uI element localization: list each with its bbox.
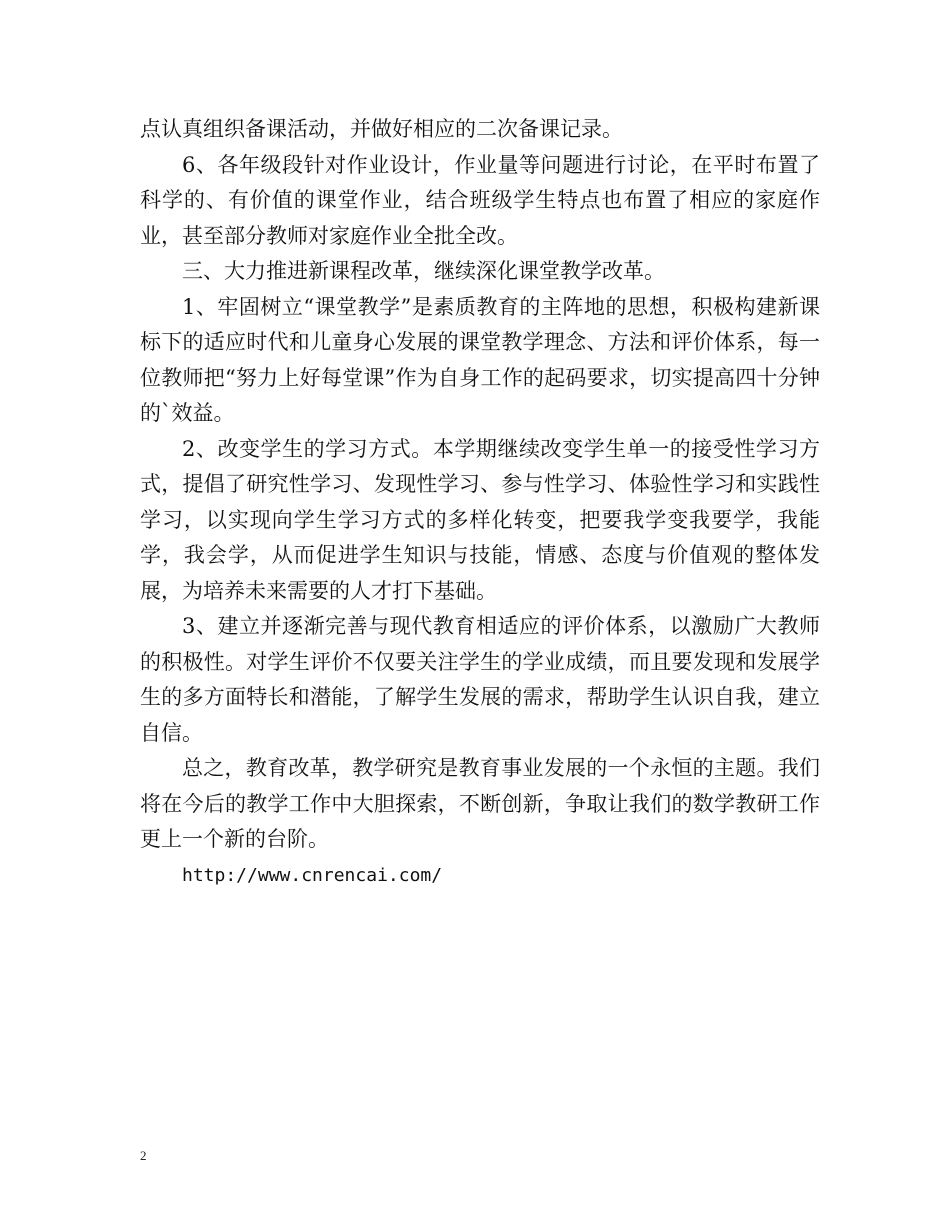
paragraph-homework-design: 6、各年级段针对作业设计，作业量等问题进行讨论，在平时布置了科学的、有价值的课堂作业，结合班级学生特点也布置了相应的家庭作业，甚至部分教师对家庭作业全批全改。 [140, 152, 820, 248]
paragraph-classroom-teaching: 1、牢固树立“课堂教学”是素质教育的主阵地的思想，积极构建新课标下的适应时代和儿童身心发展的课堂教学理念、方法和评价体系，每一位教师把“努力上好每堂课”作为自身工作的起码要求，切实提高四十分钟的`效益。 [140, 294, 820, 425]
paragraph-conclusion: 总之，教育改革，教学研究是教育事业发展的一个永恒的主题。我们将在今后的教学工作中大胆探索，不断创新，争取让我们的数学教研工作更上一个新的台阶。 [140, 756, 820, 851]
paragraph-continuation: 点认真组织备课活动，并做好相应的二次备课记录。 [140, 117, 623, 141]
section-heading-curriculum-reform: 三、大力推进新课程改革，继续深化课堂教学改革。 [182, 259, 665, 283]
body-text [140, 112, 820, 893]
source-url: http://www.cnrencai.com/ [182, 864, 443, 886]
paragraph-learning-methods: 2、改变学生的学习方式。本学期继续改变学生单一的接受性学习方式，提倡了研究性学习、发现性学习、参与性学习、体验性学习和实践性学习，以实现向学生学习方式的多样化转变，把要我学变我要学，我能学，我会学，从而促进学生知识与技能，情感、态度与价值观的整体发展，为培养未来需要的人才打下基础。 [140, 436, 820, 603]
page-number: 2 [140, 1148, 147, 1163]
paragraph-evaluation-system: 3、建立并逐渐完善与现代教育相适应的评价体系，以激励广大教师的积极性。对学生评价不仅要关注学生的学业成绩，而且要发现和发展学生的多方面特长和潜能，了解学生发展的需求，帮助学生认识自我，建立自信。 [140, 614, 820, 745]
